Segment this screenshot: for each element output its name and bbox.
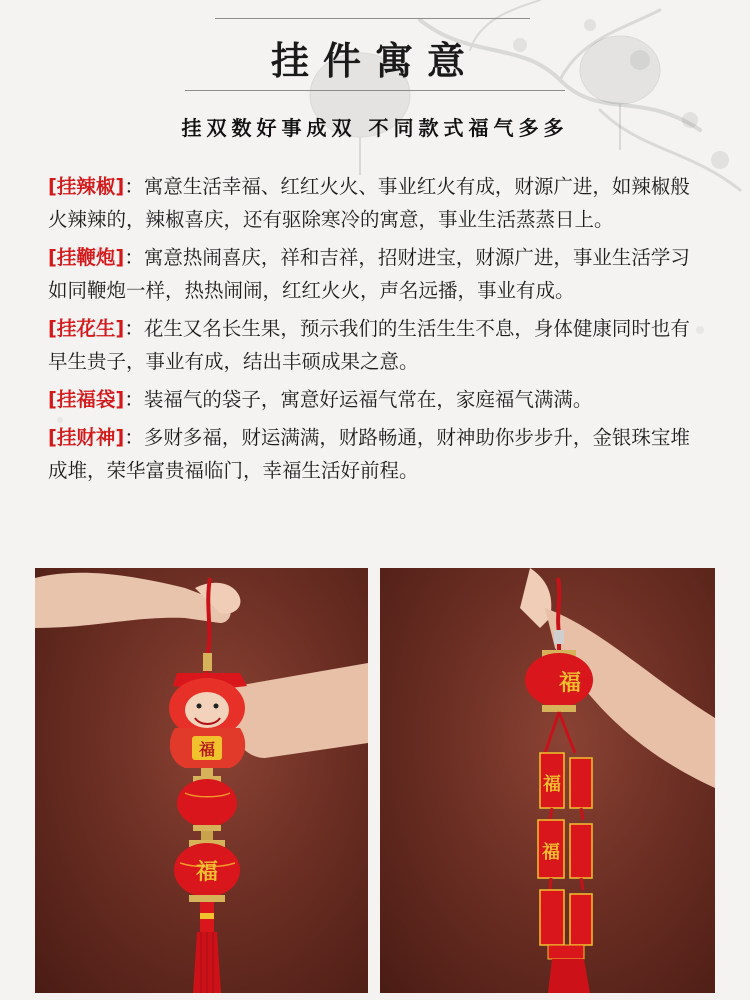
firecracker-group-3	[540, 890, 592, 945]
list-item-wealth-god	[48, 421, 708, 487]
list-item-lucky-bag	[48, 383, 708, 416]
page-subtitle: 挂双数好事成双 不同款式福气多多	[181, 116, 569, 140]
firecracker-group-2	[538, 820, 592, 878]
wealth-god-fu-char: 福	[198, 740, 216, 759]
meaning-list	[48, 170, 708, 492]
lantern-fu-char: 福	[195, 859, 219, 885]
item-tag: [挂辣椒]	[48, 175, 125, 198]
product-photos	[35, 568, 715, 993]
item-text: ：装福气的袋子，寓意好运福气常在，家庭福气满满。	[124, 388, 593, 411]
title-bottom-rule	[185, 90, 565, 91]
item-text: ：寓意生活幸福、红红火火、事业红火有成，财源广进，如辣椒般火辣辣的，辣椒喜庆，还有驱除寒冷的寓意，事业生活蒸蒸日上。	[48, 175, 690, 231]
item-tag: [挂鞭炮]	[48, 246, 125, 269]
title-top-rule	[215, 18, 530, 19]
item-tag: [挂财神]	[48, 426, 125, 449]
title-section	[0, 0, 750, 100]
list-item-firecracker	[48, 241, 708, 307]
firecracker-fu-char: 福	[542, 842, 560, 863]
item-text: ：寓意热闹喜庆，祥和吉祥，招财进宝，财源广进，事业生活学习如同鞭炮一样，热热闹闹，红红火火，声名远播，事业有成。	[48, 246, 690, 302]
item-tag: [挂花生]	[48, 317, 125, 340]
firecracker-pendant-illustration	[380, 568, 715, 993]
photo-firecracker-pendant	[380, 568, 715, 993]
photo-wealth-god-pendant	[35, 568, 368, 993]
list-item-peanut	[48, 312, 708, 378]
page-title: 挂件寓意	[270, 38, 479, 83]
item-text: ：花生又名长生果，预示我们的生活生生不息，身体健康同时也有早生贵子，事业有成，结出丰硕成果之意。	[48, 317, 690, 373]
wealth-god-pendant-illustration	[35, 568, 368, 993]
lantern-fu-char: 福	[558, 670, 582, 696]
firecracker-group-1	[540, 753, 592, 808]
firecracker-fu-char: 福	[543, 774, 561, 795]
item-text: ：多财多福，财运满满，财路畅通，财神助你步步升，金银珠宝堆成堆，荣华富贵福临门，幸福生活好前程。	[48, 426, 690, 482]
item-tag: [挂福袋]	[48, 388, 125, 411]
list-item-chili	[48, 170, 708, 236]
